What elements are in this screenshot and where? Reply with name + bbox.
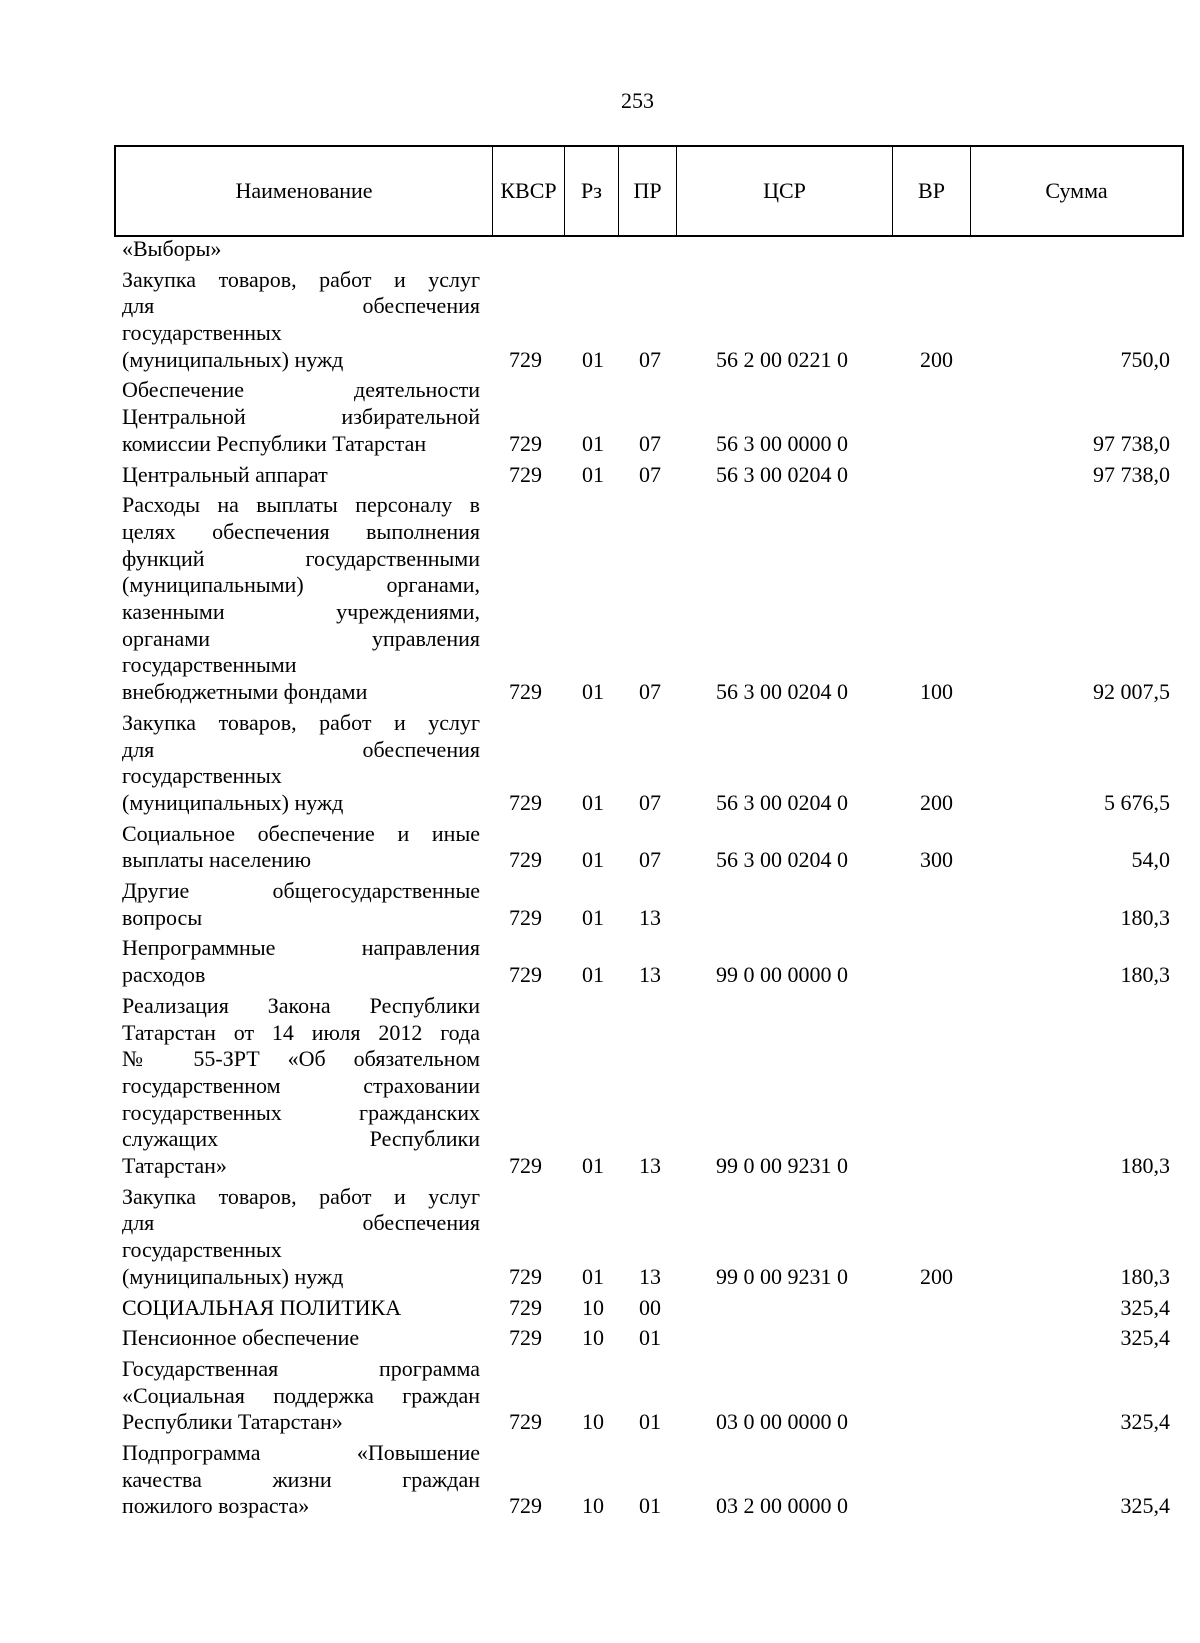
cell-csr: 56 3 00 0204 0 bbox=[716, 679, 848, 705]
row-name-line: целях обеспечения выполнения bbox=[122, 518, 480, 544]
cell-kvsr: 729 bbox=[509, 962, 542, 988]
row-name-line: Другие общегосударственные bbox=[122, 878, 480, 904]
cell-pr: 13 bbox=[639, 962, 661, 988]
row-name bbox=[122, 935, 480, 988]
cell-kvsr: 729 bbox=[509, 1325, 542, 1351]
row-name-line: № 55-ЗРТ «Об обязательном bbox=[122, 1046, 480, 1072]
cell-kvsr: 729 bbox=[509, 679, 542, 705]
row-name-line: (муниципальных) нужд bbox=[122, 1263, 344, 1289]
cell-kvsr: 729 bbox=[509, 1294, 542, 1320]
row-name bbox=[122, 492, 480, 706]
cell-pr: 07 bbox=[639, 679, 661, 705]
row-name-line: (муниципальных) нужд bbox=[122, 346, 344, 372]
cell-pr: 07 bbox=[639, 789, 661, 815]
cell-kvsr: 729 bbox=[509, 346, 542, 372]
row-name-line: государственными bbox=[122, 652, 297, 678]
cell-csr: 56 3 00 0000 0 bbox=[716, 430, 848, 456]
cell-sum: 97 738,0 bbox=[1093, 430, 1170, 456]
cell-rz: 01 bbox=[582, 847, 604, 873]
header-sum: Сумма bbox=[970, 147, 1182, 235]
row-name-line: органами управления bbox=[122, 625, 480, 651]
row-name-line: Расходы на выплаты персоналу в bbox=[122, 492, 480, 518]
cell-rz: 01 bbox=[582, 430, 604, 456]
cell-sum: 325,4 bbox=[1120, 1493, 1170, 1519]
cell-rz: 10 bbox=[582, 1294, 604, 1320]
header-rz: Рз bbox=[564, 147, 618, 235]
table-row bbox=[0, 1356, 1200, 1436]
row-name bbox=[122, 377, 480, 457]
row-name bbox=[122, 710, 480, 817]
row-name-line: комиссии Республики Татарстан bbox=[122, 430, 427, 456]
row-name-line: (муниципальными) органами, bbox=[122, 572, 480, 598]
table-header bbox=[114, 145, 1184, 237]
row-name-line: Социальное обеспечение и иные bbox=[122, 820, 480, 846]
cell-pr: 13 bbox=[639, 1263, 661, 1289]
header-name: Наименование bbox=[235, 178, 373, 203]
row-name bbox=[122, 236, 480, 263]
cell-sum: 180,3 bbox=[1120, 1263, 1170, 1289]
cell-csr: 99 0 00 0000 0 bbox=[716, 962, 848, 988]
row-name bbox=[122, 1325, 480, 1352]
row-name bbox=[122, 1295, 480, 1322]
row-name-line: качества жизни граждан bbox=[122, 1466, 480, 1492]
row-name bbox=[122, 878, 480, 931]
cell-vr: 300 bbox=[920, 847, 953, 873]
row-name-line: Подпрограмма «Повышение bbox=[122, 1439, 480, 1465]
row-name-line: «Выборы» bbox=[122, 236, 222, 261]
cell-csr: 03 0 00 0000 0 bbox=[716, 1409, 848, 1435]
cell-rz: 01 bbox=[582, 789, 604, 815]
table-row bbox=[0, 236, 1200, 263]
cell-rz: 01 bbox=[582, 679, 604, 705]
cell-csr: 56 3 00 0204 0 bbox=[716, 847, 848, 873]
table-row bbox=[0, 267, 1200, 374]
cell-csr: 56 3 00 0204 0 bbox=[716, 461, 848, 487]
cell-sum: 325,4 bbox=[1120, 1294, 1170, 1320]
cell-rz: 10 bbox=[582, 1493, 604, 1519]
cell-pr: 07 bbox=[639, 346, 661, 372]
row-name-line: Закупка товаров, работ и услуг bbox=[122, 709, 480, 735]
row-name-line: казенными учреждениями, bbox=[122, 599, 480, 625]
row-name-line: функций государственными bbox=[122, 545, 480, 571]
cell-rz: 01 bbox=[582, 1263, 604, 1289]
row-name-line: Непрограммные направления bbox=[122, 935, 480, 961]
cell-kvsr: 729 bbox=[509, 461, 542, 487]
table-row bbox=[0, 821, 1200, 874]
cell-kvsr: 729 bbox=[509, 1409, 542, 1435]
row-name-line: государственных bbox=[122, 763, 282, 789]
table-row bbox=[0, 1184, 1200, 1291]
table-row bbox=[0, 1440, 1200, 1520]
cell-vr: 100 bbox=[920, 679, 953, 705]
cell-rz: 01 bbox=[582, 962, 604, 988]
table-row bbox=[0, 710, 1200, 817]
cell-csr: 56 2 00 0221 0 bbox=[716, 346, 848, 372]
cell-sum: 92 007,5 bbox=[1093, 679, 1170, 705]
row-name-line: вопросы bbox=[122, 904, 203, 930]
row-name-line: государственном страховании bbox=[122, 1072, 480, 1098]
cell-sum: 180,3 bbox=[1120, 904, 1170, 930]
row-name-line: СОЦИАЛЬНАЯ ПОЛИТИКА bbox=[122, 1294, 402, 1320]
cell-rz: 01 bbox=[582, 346, 604, 372]
cell-sum: 325,4 bbox=[1120, 1409, 1170, 1435]
cell-csr: 03 2 00 0000 0 bbox=[716, 1493, 848, 1519]
table-row bbox=[0, 377, 1200, 457]
row-name bbox=[122, 1184, 480, 1291]
cell-pr: 07 bbox=[639, 430, 661, 456]
row-name-line: Реализация Закона Республики bbox=[122, 992, 480, 1018]
row-name bbox=[122, 1440, 480, 1520]
cell-kvsr: 729 bbox=[509, 847, 542, 873]
header-kvsr: КВСР bbox=[492, 147, 564, 235]
cell-sum: 750,0 bbox=[1120, 346, 1170, 372]
header-vr: ВР bbox=[892, 147, 970, 235]
row-name-line: (муниципальных) нужд bbox=[122, 789, 344, 815]
cell-kvsr: 729 bbox=[509, 1263, 542, 1289]
row-name-line: расходов bbox=[122, 962, 206, 988]
cell-sum: 180,3 bbox=[1120, 1153, 1170, 1179]
row-name-line: пожилого возраста» bbox=[122, 1493, 310, 1519]
cell-kvsr: 729 bbox=[509, 1153, 542, 1179]
row-name bbox=[122, 993, 480, 1180]
table-row bbox=[0, 462, 1200, 489]
page-number: 253 bbox=[621, 88, 654, 113]
cell-rz: 01 bbox=[582, 1153, 604, 1179]
cell-vr: 200 bbox=[920, 346, 953, 372]
row-name-line: «Социальная поддержка граждан bbox=[122, 1382, 480, 1408]
table-row bbox=[0, 1325, 1200, 1352]
cell-sum: 54,0 bbox=[1131, 847, 1170, 873]
cell-pr: 01 bbox=[639, 1409, 661, 1435]
cell-sum: 325,4 bbox=[1120, 1325, 1170, 1351]
cell-pr: 01 bbox=[639, 1493, 661, 1519]
cell-kvsr: 729 bbox=[509, 1493, 542, 1519]
row-name-line: Центральной избирательной bbox=[122, 404, 480, 430]
table-row bbox=[0, 1295, 1200, 1322]
cell-pr: 01 bbox=[639, 1325, 661, 1351]
row-name-line: для обеспечения bbox=[122, 293, 480, 319]
cell-csr: 99 0 00 9231 0 bbox=[716, 1263, 848, 1289]
cell-sum: 180,3 bbox=[1120, 962, 1170, 988]
row-name-line: Закупка товаров, работ и услуг bbox=[122, 266, 480, 292]
cell-kvsr: 729 bbox=[509, 904, 542, 930]
row-name-line: для обеспечения bbox=[122, 736, 480, 762]
cell-vr: 200 bbox=[920, 1263, 953, 1289]
row-name-line: внебюджетными фондами bbox=[122, 679, 368, 705]
row-name bbox=[122, 462, 480, 489]
row-name-line: Обеспечение деятельности bbox=[122, 377, 480, 403]
cell-vr: 200 bbox=[920, 789, 953, 815]
row-name-line: Центральный аппарат bbox=[122, 461, 328, 487]
table-row bbox=[0, 935, 1200, 988]
cell-sum: 5 676,5 bbox=[1104, 789, 1170, 815]
table-row bbox=[0, 878, 1200, 931]
header-pr: ПР bbox=[618, 147, 676, 235]
row-name-line: государственных гражданских bbox=[122, 1099, 480, 1125]
row-name-line: Республики Татарстан» bbox=[122, 1409, 343, 1435]
table-row bbox=[0, 993, 1200, 1180]
cell-pr: 00 bbox=[639, 1294, 661, 1320]
cell-pr: 07 bbox=[639, 847, 661, 873]
cell-rz: 01 bbox=[582, 461, 604, 487]
cell-pr: 07 bbox=[639, 461, 661, 487]
row-name-line: выплаты населению bbox=[122, 847, 312, 873]
cell-csr: 99 0 00 9231 0 bbox=[716, 1153, 848, 1179]
row-name-line: Пенсионное обеспечение bbox=[122, 1325, 360, 1351]
row-name-line: служащих Республики bbox=[122, 1126, 480, 1152]
cell-sum: 97 738,0 bbox=[1093, 461, 1170, 487]
row-name-line: государственных bbox=[122, 1237, 282, 1263]
cell-kvsr: 729 bbox=[509, 789, 542, 815]
cell-rz: 10 bbox=[582, 1325, 604, 1351]
cell-rz: 01 bbox=[582, 904, 604, 930]
cell-rz: 10 bbox=[582, 1409, 604, 1435]
row-name-line: Государственная программа bbox=[122, 1355, 480, 1381]
row-name bbox=[122, 821, 480, 874]
row-name bbox=[122, 267, 480, 374]
cell-kvsr: 729 bbox=[509, 430, 542, 456]
row-name-line: государственных bbox=[122, 320, 282, 346]
table-row bbox=[0, 492, 1200, 706]
cell-pr: 13 bbox=[639, 904, 661, 930]
row-name-line: Татарстан от 14 июля 2012 года bbox=[122, 1019, 480, 1045]
row-name-line: Закупка товаров, работ и услуг bbox=[122, 1183, 480, 1209]
row-name bbox=[122, 1356, 480, 1436]
table-body bbox=[0, 236, 1200, 1524]
header-csr: ЦСР bbox=[676, 147, 892, 235]
cell-pr: 13 bbox=[639, 1153, 661, 1179]
cell-csr: 56 3 00 0204 0 bbox=[716, 789, 848, 815]
row-name-line: для обеспечения bbox=[122, 1210, 480, 1236]
row-name-line: Татарстан» bbox=[122, 1153, 227, 1179]
